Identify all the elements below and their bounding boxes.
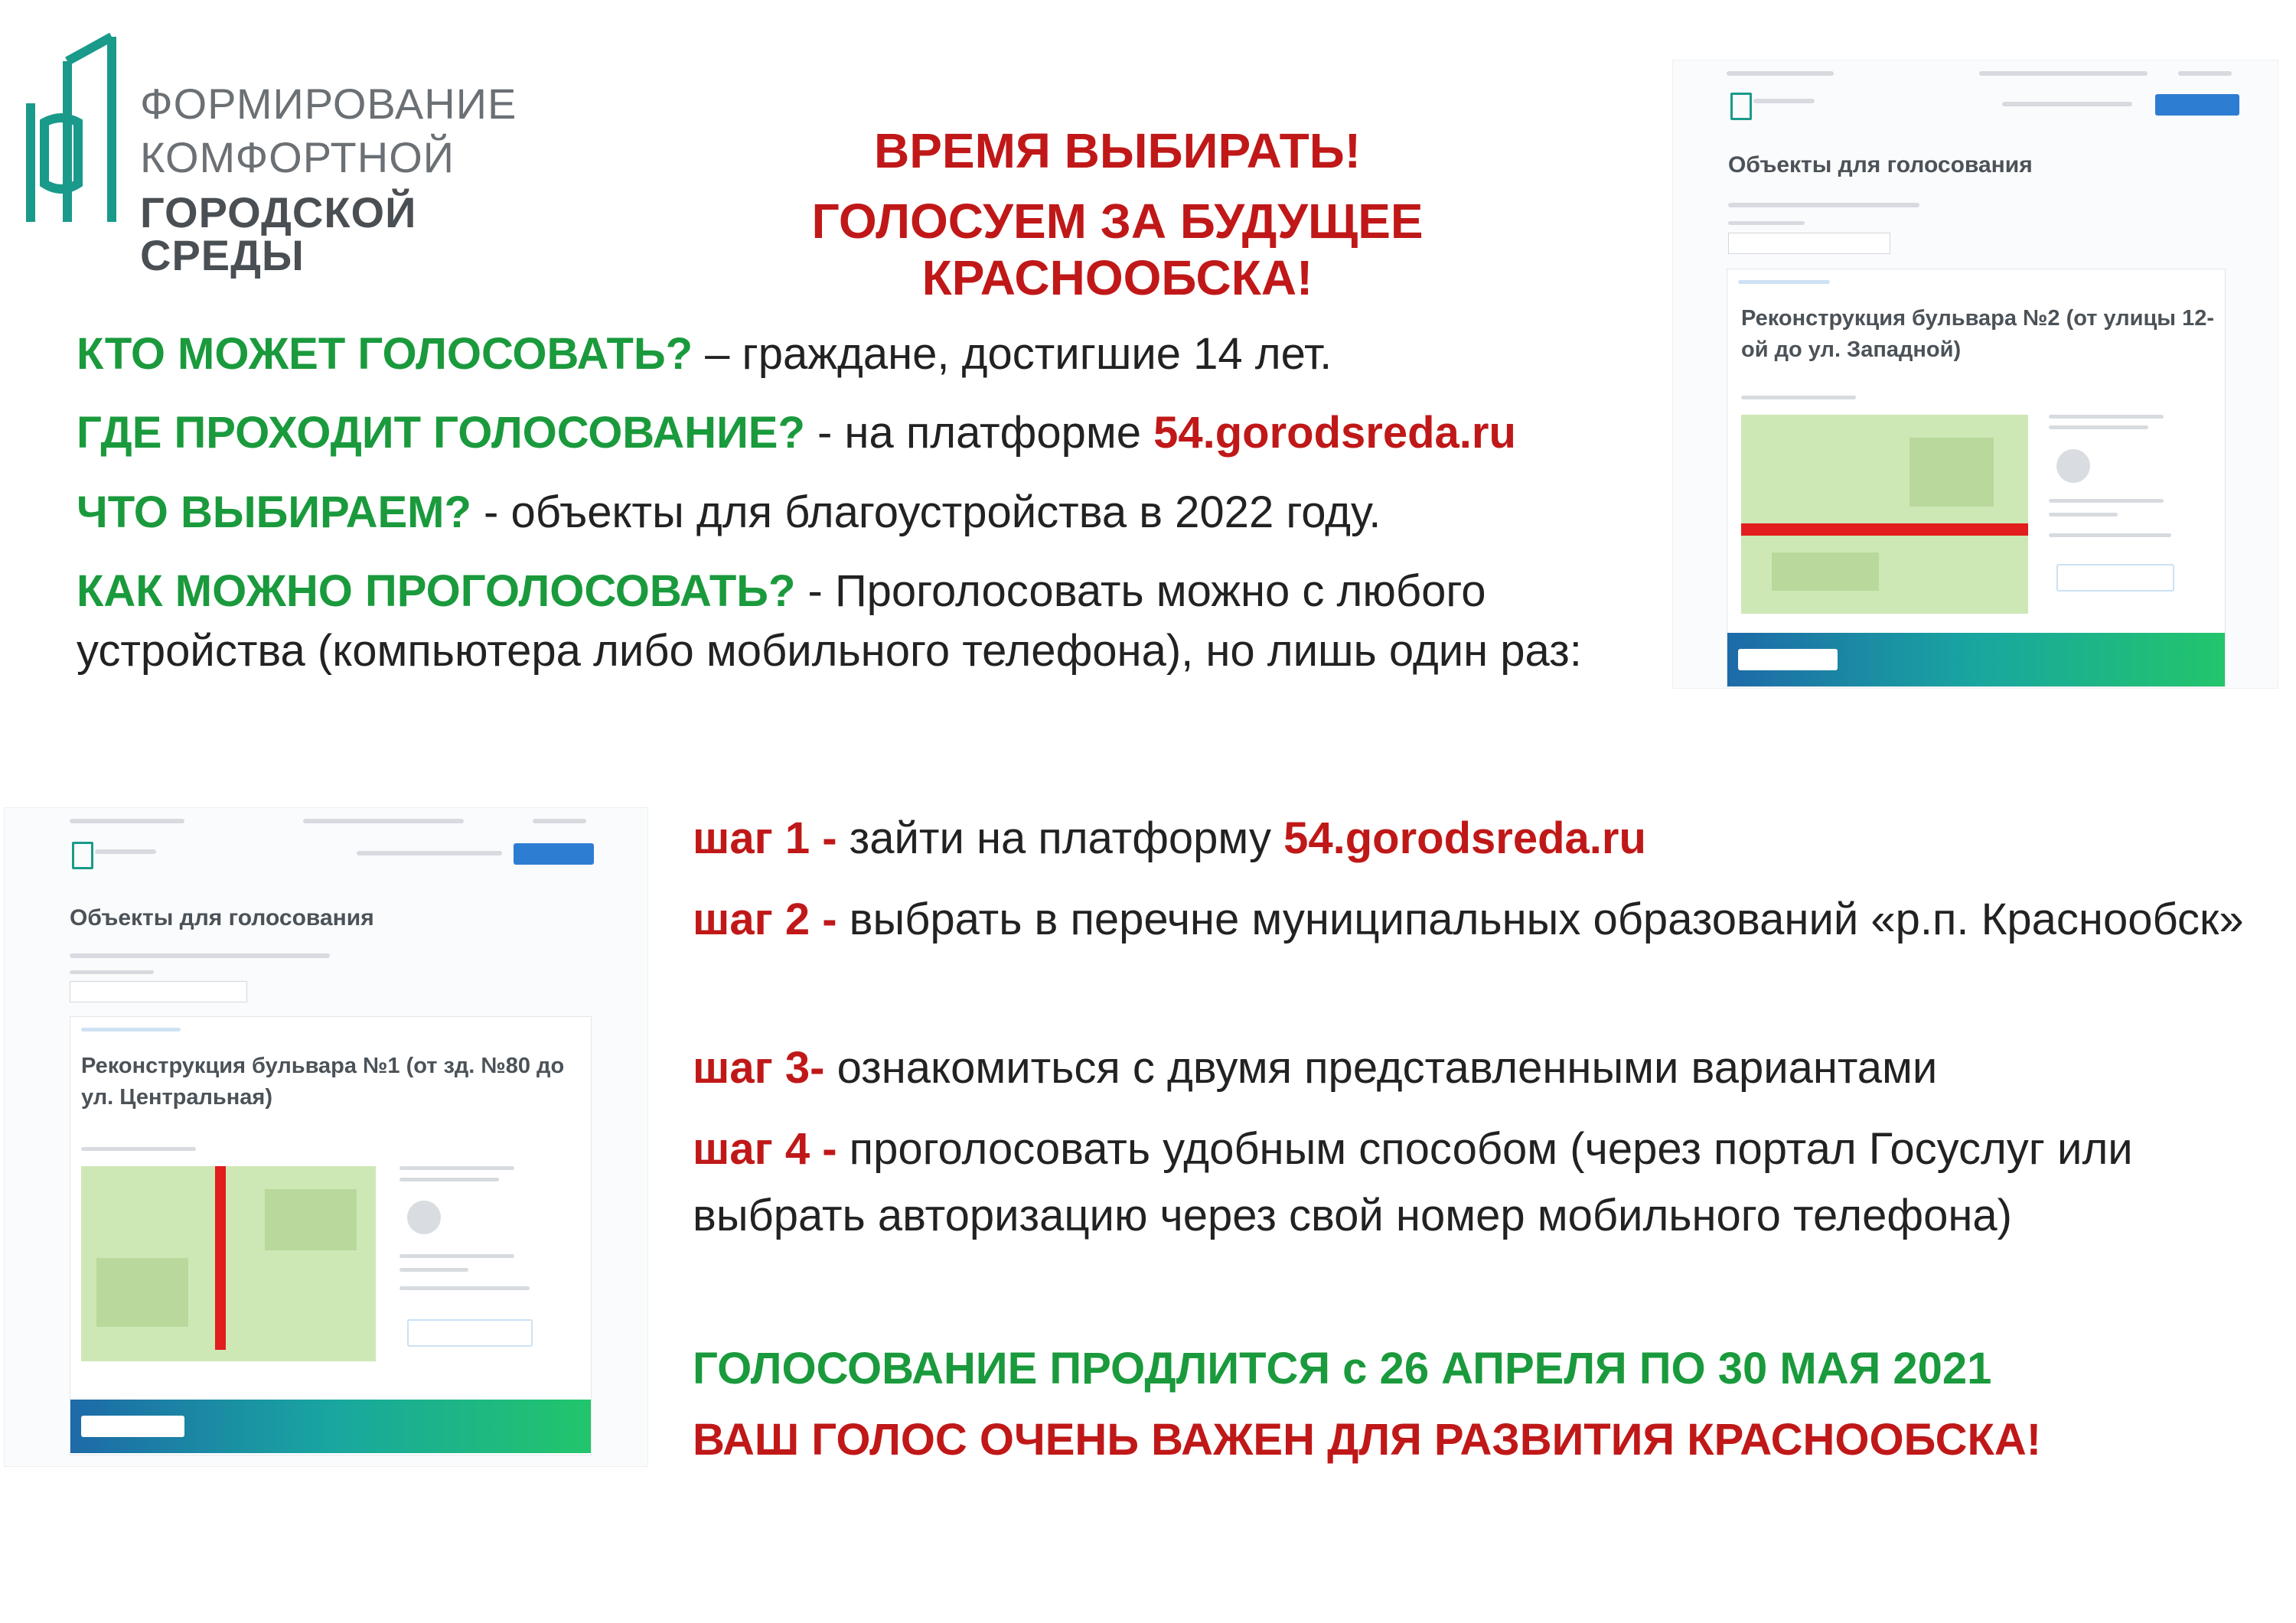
step-label: шаг 3- <box>693 1043 825 1093</box>
qa-answer: - объекты для благоустройства в 2022 году. <box>471 487 1381 537</box>
logo-line-2: КОМФОРТНОЙ <box>140 133 455 181</box>
step-label: шаг 4 - <box>693 1124 837 1174</box>
logo <box>14 31 550 279</box>
step-text: проголосовать удобным способом (через портал Госуслуг или выбрать авторизацию через свой номер мобильного телефона) <box>693 1124 2133 1240</box>
project-map <box>81 1166 376 1361</box>
site-logo-icon <box>1730 93 1752 120</box>
avatar <box>407 1201 441 1234</box>
details-button[interactable] <box>407 1319 533 1347</box>
step-4 <box>693 1116 2262 1249</box>
page-title: Объекты для голосования <box>1728 152 2033 178</box>
header-line-2: ГОЛОСУЕМ ЗА БУДУЩЕЕ КРАСНООБСКА! <box>811 194 1424 305</box>
logo-mark-icon <box>14 31 129 230</box>
avatar <box>2056 449 2090 483</box>
platform-link[interactable]: 54.gorodsreda.ru <box>1283 813 1646 863</box>
qa-answer: - Проголосовать можно с любого устройства (компьютера либо мобильного телефона), но лишь один раз: <box>77 566 1582 676</box>
step-label: шаг 1 - <box>693 813 837 863</box>
qa-answer: - на платформе <box>804 408 1154 458</box>
project-title: Реконструкция бульвара №2 (от улицы 12-ой до ул. Западной) <box>1741 306 2215 362</box>
step-text: зайти на платформу <box>837 813 1284 863</box>
vote-button[interactable] <box>81 1416 184 1437</box>
screenshot-bulvar-2 <box>1672 60 2278 689</box>
vote-footer <box>1727 633 2225 686</box>
municipality-select[interactable] <box>70 981 247 1002</box>
login-button[interactable] <box>2155 94 2239 116</box>
municipality-select[interactable] <box>1728 233 1890 254</box>
qa-how <box>77 562 1699 680</box>
step-text: ознакомиться с двумя представленными вариантами <box>824 1043 1938 1093</box>
logo-line-1: ФОРМИРОВАНИЕ <box>140 80 517 128</box>
project-card <box>70 1016 592 1455</box>
project-map <box>1741 415 2028 614</box>
platform-link[interactable]: 54.gorodsreda.ru <box>1153 408 1516 458</box>
qa-answer: – граждане, достигшие 14 лет. <box>693 329 1332 379</box>
voting-period: ГОЛОСОВАНИЕ ПРОДЛИТСЯ с 26 АПРЕЛЯ ПО 30 МАЯ 2021 <box>693 1344 1992 1393</box>
details-button[interactable] <box>2056 564 2174 592</box>
login-button[interactable] <box>514 843 594 865</box>
vote-button[interactable] <box>1738 649 1838 670</box>
step-2 <box>693 886 2262 953</box>
screenshot-bulvar-1 <box>4 807 648 1467</box>
page-title: Объекты для голосования <box>70 905 374 930</box>
qa-who <box>77 325 1332 383</box>
qa-question: КАК МОЖНО ПРОГОЛОСОВАТЬ? <box>77 566 796 616</box>
vote-footer <box>70 1400 591 1453</box>
header-line-1: ВРЕМЯ ВЫБИРАТЬ! <box>873 123 1362 178</box>
closing-slogan: ВАШ ГОЛОС ОЧЕНЬ ВАЖЕН ДЛЯ РАЗВИТИЯ КРАСНООБСКА! <box>693 1415 2042 1465</box>
project-card <box>1727 269 2226 687</box>
step-1 <box>693 805 2262 872</box>
project-title: Реконструкция бульвара №1 (от зд. №80 до ул. Центральная) <box>81 1054 565 1110</box>
qa-what <box>77 484 1381 541</box>
step-text: выбрать в перечне муниципальных образований «р.п. Краснообск» <box>837 895 2244 944</box>
logo-line-3: ГОРОДСКОЙ СРЕДЫ <box>140 188 417 279</box>
qa-question: КТО МОЖЕТ ГОЛОСОВАТЬ? <box>77 329 693 379</box>
site-logo-icon <box>72 842 93 869</box>
qa-question: ГДЕ ПРОХОДИТ ГОЛОСОВАНИЕ? <box>77 408 805 458</box>
step-label: шаг 2 - <box>693 895 837 944</box>
step-3 <box>693 1035 2262 1101</box>
qa-where <box>77 404 1516 461</box>
qa-question: ЧТО ВЫБИРАЕМ? <box>77 487 471 537</box>
